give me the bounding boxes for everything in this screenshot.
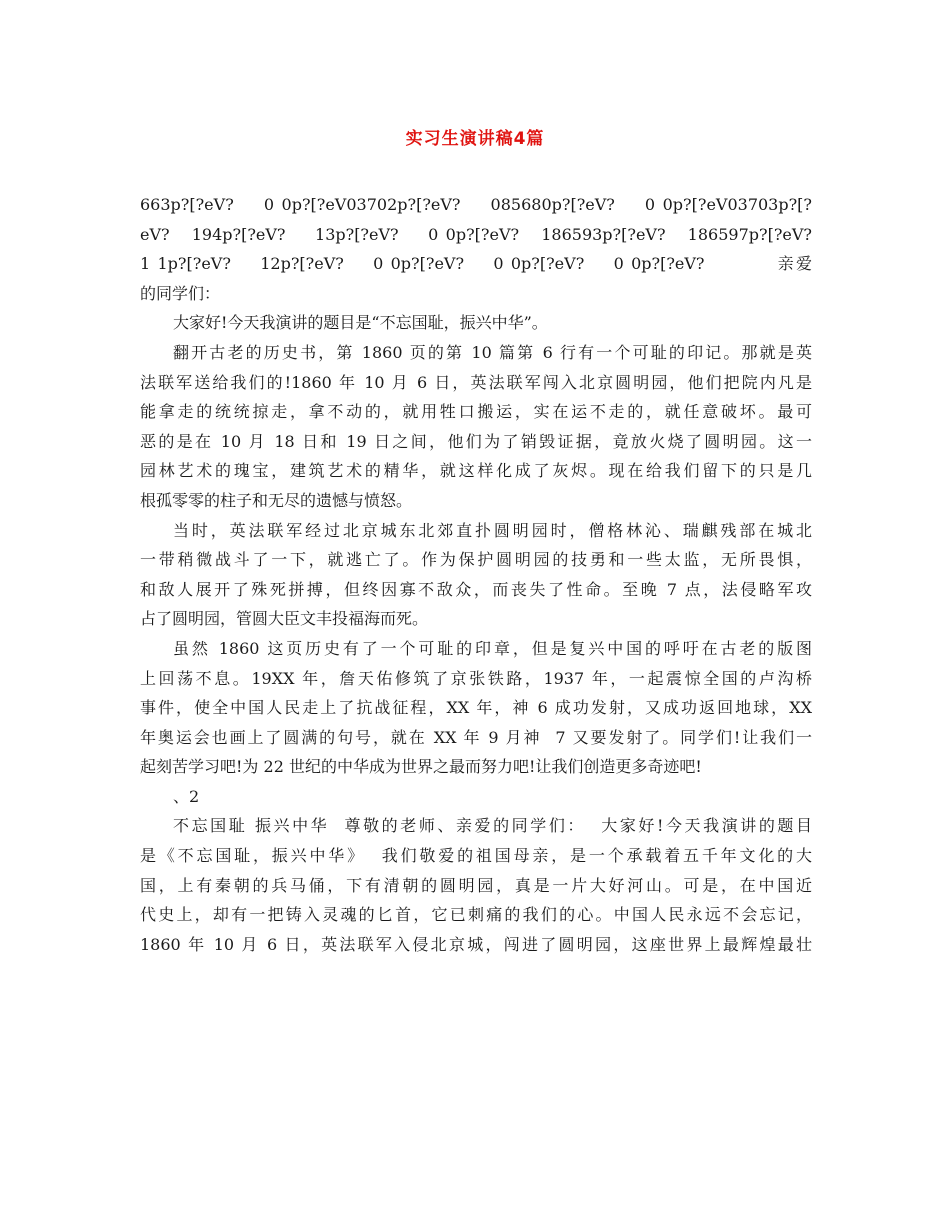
text-line: 国，上有秦朝的兵马俑，下有清朝的圆明园，真是一片大好河山。可是，在中国近	[140, 875, 812, 895]
text-line: 法联军送给我们的!1860 年 10 月 6 日，英法联军闯入北京圆明园，他们把院内凡是	[140, 372, 812, 392]
text-line: 不忘国耻 振兴中华 尊敬的老师、亲爱的同学们： 大家好!今天我演讲的题目	[173, 816, 812, 836]
text-line: 一带稍微战斗了一下，就逃亡了。作为保护圆明园的技勇和一些太监，无所畏惧，	[140, 550, 812, 570]
text-line: 代史上，却有一把铸入灵魂的匕首，它已刺痛的我们的心。中国人民永远不会忘记，	[140, 905, 812, 925]
text-line: 年奥运会也画上了圆满的句号，就在 XX 年 9 月神 7 又要发射了。同学们!让我们一	[140, 727, 812, 747]
text-line: 和敌人展开了殊死拼搏，但终因寡不敌众，而丧失了性命。至晚 7 点，法侵略军攻	[140, 579, 812, 599]
document-title: 实习生演讲稿4篇	[405, 129, 545, 149]
text-line: 翻开古老的历史书，第 1860 页的第 10 篇第 6 行有一个可耻的印记。那就是英	[173, 342, 812, 362]
text-line: 大家好!今天我演讲的题目是“不忘国耻，振兴中华”。	[173, 313, 548, 333]
text-line: 能拿走的统统掠走，拿不动的，就用牲口搬运，实在运不走的，就任意破坏。最可	[140, 402, 812, 422]
text-line: 事件，使全中国人民走上了抗战征程，XX 年，神 6 成功发射，又成功返回地球，XX	[140, 698, 812, 718]
text-line: 占了圆明园，管圆大臣文丰投福海而死。	[140, 609, 429, 629]
text-line: 恶的是在 10 月 18 日和 19 日之间，他们为了销毁证据，竟放火烧了圆明园。这一	[140, 431, 812, 451]
text-line: eV? 194p?[?eV? 13p?[?eV? 0 0p?[?eV? 186593p?[?eV? 186597p?[?eV?	[140, 224, 812, 244]
text-line: 1860 年 10 月 6 日，英法联军入侵北京城，闯进了圆明园，这座世界上最辉煌最壮	[140, 934, 812, 954]
document-body	[140, 190, 812, 959]
text-line: 当时，英法联军经过北京城东北郊直扑圆明园时，僧格林沁、瑞麒残部在城北	[173, 520, 812, 540]
text-line: 、2	[173, 786, 200, 806]
text-line: 根孤零零的柱子和无尽的遗憾与愤怒。	[140, 490, 413, 510]
text-line: 园林艺术的瑰宝，建筑艺术的精华，就这样化成了灰烬。现在给我们留下的只是几	[140, 461, 812, 481]
text-line: 虽然 1860 这页历史有了一个可耻的印章，但是复兴中国的呼吁在古老的版图	[173, 638, 812, 658]
text-line: 的同学们：	[140, 283, 221, 303]
text-line: 是《不忘国耻，振兴中华》 我们敬爱的祖国母亲，是一个承载着五千年文化的大	[140, 846, 812, 866]
text-line: 起刻苦学习吧!为 22 世纪的中华成为世界之最而努力吧!让我们创造更多奇迹吧!	[140, 757, 702, 777]
text-line: 663p?[?eV? 0 0p?[?eV03702p?[?eV? 085680p?[?eV? 0 0p?[?eV03703p?[?	[140, 195, 812, 214]
text-line: 上回荡不息。19XX 年，詹天佑修筑了京张铁路，1937 年，一起震惊全国的卢沟桥	[140, 668, 812, 688]
text-line: 1 1p?[?eV? 12p?[?eV? 0 0p?[?eV? 0 0p?[?eV? 0 0p?[?eV? 亲爱	[140, 254, 812, 274]
